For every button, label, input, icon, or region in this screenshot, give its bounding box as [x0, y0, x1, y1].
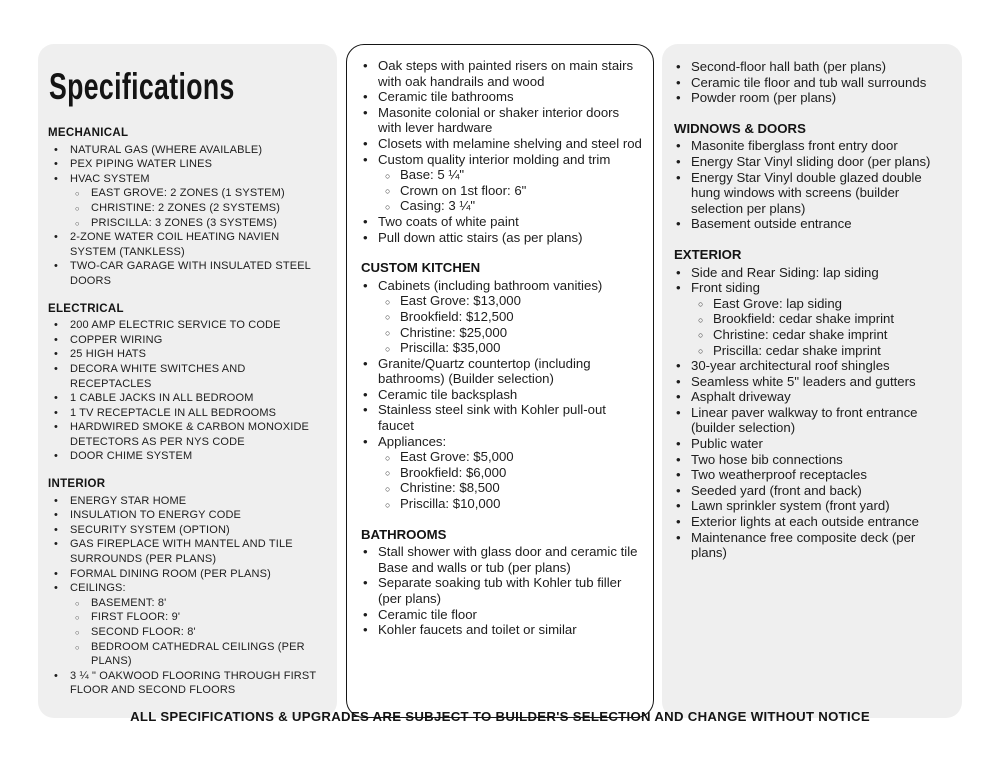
spec-section — [361, 58, 642, 245]
spec-item — [361, 230, 642, 246]
spec-subitem: ○ Priscilla: cedar shake imprint — [691, 343, 952, 359]
spec-item-text: 3 ¼ " OAKWOOD FLOORING THROUGH FIRST FLOOR AND SECOND FLOORS — [70, 669, 317, 697]
spec-item-text: Side and Rear Siding: lap siding — [691, 264, 879, 280]
spec-subitem: ○ CHRISTINE: 2 ZONES (2 SYSTEMS) — [70, 201, 325, 216]
spec-item-text: Basement outside entrance — [691, 216, 852, 232]
spec-section — [674, 247, 952, 561]
spec-item — [361, 387, 642, 403]
spec-item-text: Powder room (per plans) — [691, 90, 837, 106]
spec-subitem: ○ Brookfield: $12,500 — [378, 309, 642, 325]
spec-subitem: ○ Brookfield: $6,000 — [378, 465, 642, 481]
spec-item-text: 1 TV RECEPTACLE IN ALL BEDROOMS — [70, 406, 277, 419]
spec-item-text: Lawn sprinkler system (front yard) — [691, 498, 890, 514]
spec-item-text: Masonite colonial or shaker interior doors with lever hardware — [378, 104, 620, 136]
spec-item-text: CEILINGS: — [70, 582, 126, 595]
spec-item — [674, 405, 952, 436]
spec-item-text: Second-floor hall bath (per plans) — [691, 59, 886, 74]
spec-item — [674, 216, 952, 232]
spec-item-text: DECORA WHITE SWITCHES AND RECEPTACLES — [70, 362, 246, 390]
spec-item-text: NATURAL GAS (WHERE AVAILABLE) — [70, 143, 263, 156]
spec-subitem: ○ Brookfield: cedar shake imprint — [691, 311, 952, 327]
footer-disclaimer: ALL SPECIFICATIONS & UPGRADES ARE SUBJECT TO BUILDER'S SELECTION AND CHANGE WITHOUT NOTICE — [130, 709, 870, 724]
spec-item — [48, 523, 325, 538]
spec-subitem: ○ Casing: 3 ¼" — [378, 198, 642, 214]
spec-item-text: COPPER WIRING — [70, 333, 163, 346]
spec-item-text: GAS FIREPLACE WITH MANTEL AND TILE SURROUNDS (PER PLANS) — [70, 538, 293, 566]
spec-item — [674, 358, 952, 374]
spec-section — [361, 260, 642, 512]
spec-item-text: Separate soaking tub with Kohler tub filler (per plans) — [378, 575, 622, 606]
section-heading: BATHROOMS — [361, 526, 447, 542]
spec-item — [361, 152, 642, 214]
spec-item-text: DOOR CHIME SYSTEM — [70, 450, 193, 463]
column-middle — [361, 58, 642, 638]
spec-item — [674, 467, 952, 483]
spec-item-text: 30-year architectural roof shingles — [691, 358, 890, 374]
spec-item-text: Two weatherproof receptacles — [691, 467, 867, 483]
spec-item — [361, 214, 642, 230]
section-heading: EXTERIOR — [674, 246, 742, 262]
spec-item-text: Linear paver walkway to front entrance (builder selection) — [691, 404, 918, 436]
spec-section — [674, 121, 952, 232]
spec-item-text: Kohler faucets and toilet or similar — [378, 622, 577, 638]
section-heading: MECHANICAL — [48, 127, 129, 139]
spec-item — [674, 280, 952, 358]
spec-subitem: ○ Christine: $25,000 — [378, 325, 642, 341]
spec-item — [48, 494, 325, 509]
spec-item — [48, 362, 325, 391]
spec-section — [674, 59, 952, 106]
spec-item-text: Custom quality interior molding and trim — [378, 151, 611, 167]
spec-item — [674, 138, 952, 154]
card-left — [38, 44, 337, 718]
spec-item-text: Appliances: — [378, 433, 447, 449]
spec-item — [361, 58, 642, 89]
spec-item — [361, 622, 642, 638]
spec-subitem: ○ East Grove: $13,000 — [378, 293, 642, 309]
spec-item-text: Two hose bib connections — [691, 451, 843, 467]
spec-item-text: 1 CABLE JACKS IN ALL BEDROOM — [70, 392, 254, 405]
spec-item — [674, 154, 952, 170]
spec-item — [674, 514, 952, 530]
spec-item-text: Two coats of white paint — [378, 213, 519, 229]
spec-item — [48, 669, 325, 698]
spec-item — [674, 530, 952, 561]
spec-item-text: Ceramic tile backsplash — [378, 386, 518, 402]
spec-subitem: ○ BASEMENT: 8' — [70, 596, 325, 611]
spec-subitem: ○ SECOND FLOOR: 8' — [70, 625, 325, 640]
spec-item-text: 25 HIGH HATS — [70, 348, 147, 361]
spec-item — [361, 89, 642, 105]
spec-item — [674, 265, 952, 281]
spec-item — [674, 498, 952, 514]
spec-item-text: Front siding — [691, 280, 760, 296]
spec-section — [361, 527, 642, 638]
spec-item — [674, 75, 952, 91]
spec-item — [674, 436, 952, 452]
spec-item-text: Seamless white 5" leaders and gutters — [691, 373, 916, 389]
spec-item-text: Exterior lights at each outside entrance — [691, 514, 919, 530]
spec-item-text: Oak steps with painted risers on main stairs with oak handrails and wood — [378, 58, 634, 89]
spec-item-text: ENERGY STAR HOME — [70, 494, 187, 507]
spec-item-text: Masonite fiberglass front entry door — [691, 138, 898, 154]
spec-item-text: 2-ZONE WATER COIL HEATING NAVIEN SYSTEM (TANKLESS) — [70, 231, 280, 258]
spec-item — [674, 90, 952, 106]
spec-subitem: ○ EAST GROVE: 2 ZONES (1 SYSTEM) — [70, 186, 325, 201]
spec-subitem: ○ Christine: $8,500 — [378, 480, 642, 496]
spec-subitem: ○ Crown on 1st floor: 6" — [378, 183, 642, 199]
spec-item — [674, 389, 952, 405]
spec-item — [361, 607, 642, 623]
spec-item-text: 200 AMP ELECTRIC SERVICE TO CODE — [70, 319, 281, 332]
spec-item — [361, 105, 642, 136]
spec-subitem: ○ East Grove: lap siding — [691, 296, 952, 312]
spec-subitem: ○ Priscilla: $10,000 — [378, 496, 642, 512]
spec-item — [48, 581, 325, 669]
spec-subitem: ○ Base: 5 ¼" — [378, 167, 642, 183]
spec-item — [361, 136, 642, 152]
spec-item — [48, 333, 325, 348]
spec-item — [48, 230, 325, 259]
spec-item — [361, 402, 642, 433]
spec-item — [674, 483, 952, 499]
spec-item-text: Cabinets (including bathroom vanities) — [378, 277, 603, 293]
spec-item — [48, 391, 325, 406]
spec-item-text: Granite/Quartz countertop (including bathrooms) (Builder selection) — [378, 355, 591, 387]
section-heading: WIDNOWS & DOORS — [674, 120, 806, 136]
spec-item — [48, 449, 325, 464]
spec-item — [674, 59, 952, 75]
spec-section — [48, 302, 325, 465]
spec-item — [361, 575, 642, 606]
spec-item — [48, 347, 325, 362]
spec-item-text: HARDWIRED SMOKE & CARBON MONOXIDE DETECTORS AS PER NYS CODE — [70, 421, 310, 448]
spec-item — [48, 420, 325, 449]
section-heading: CUSTOM KITCHEN — [361, 260, 481, 276]
spec-item — [48, 537, 325, 566]
spec-item — [48, 143, 325, 158]
spec-subitem: ○ Priscilla: $35,000 — [378, 340, 642, 356]
spec-item — [48, 172, 325, 230]
spec-item-text: Energy Star Vinyl double glazed double hung windows with screens (builder selection per plans) — [691, 169, 922, 216]
spec-item-text: Maintenance free composite deck (per plans) — [691, 529, 916, 561]
spec-item — [674, 374, 952, 390]
spec-item — [361, 434, 642, 512]
spec-item — [48, 318, 325, 333]
spec-item — [674, 170, 952, 217]
spec-item-text: INSULATION TO ENERGY CODE — [70, 509, 242, 522]
spec-item — [361, 544, 642, 575]
spec-item-text: PEX PIPING WATER LINES — [70, 158, 213, 171]
spec-item-text: Ceramic tile floor and tub wall surrounds — [691, 74, 927, 90]
spec-subitem: ○ East Grove: $5,000 — [378, 449, 642, 465]
page-title: Specifications — [49, 66, 235, 107]
spec-subitem: ○ FIRST FLOOR: 9' — [70, 610, 325, 625]
column-right — [674, 59, 952, 561]
spec-item-text: Asphalt driveway — [691, 389, 791, 405]
spec-section — [48, 477, 325, 698]
section-heading: ELECTRICAL — [48, 302, 124, 315]
spec-item-text: TWO-CAR GARAGE WITH INSULATED STEEL DOORS — [70, 260, 311, 287]
spec-item — [48, 567, 325, 582]
spec-item — [674, 452, 952, 468]
card-right — [662, 44, 962, 718]
spec-item-text: Ceramic tile bathrooms — [378, 89, 514, 105]
spec-subitem: ○ PRISCILLA: 3 ZONES (3 SYSTEMS) — [70, 216, 325, 231]
spec-subitem: ○ Christine: cedar shake imprint — [691, 327, 952, 343]
column-left — [48, 126, 325, 698]
spec-item — [48, 157, 325, 172]
spec-item-text: Energy Star Vinyl sliding door (per plans) — [691, 153, 931, 169]
spec-subitem: ○ BEDROOM CATHEDRAL CEILINGS (PER PLANS) — [70, 640, 325, 669]
spec-item-text: HVAC SYSTEM — [70, 172, 150, 185]
spec-cards — [38, 44, 962, 718]
spec-item — [48, 406, 325, 421]
spec-item — [361, 356, 642, 387]
spec-section — [48, 126, 325, 289]
spec-item-text: Seeded yard (front and back) — [691, 482, 862, 498]
spec-item-text: Closets with melamine shelving and steel rod — [378, 135, 642, 151]
spec-item-text: Ceramic tile floor — [378, 606, 477, 622]
spec-item — [361, 278, 642, 356]
spec-item-text: Stainless steel sink with Kohler pull-out faucet — [378, 402, 606, 434]
spec-item-text: SECURITY SYSTEM (OPTION) — [70, 523, 230, 536]
card-middle — [346, 44, 654, 718]
spec-item-text: FORMAL DINING ROOM (PER PLANS) — [70, 567, 271, 580]
section-heading: INTERIOR — [48, 478, 106, 491]
spec-item-text: Pull down attic stairs (as per plans) — [378, 229, 583, 245]
spec-item-text: Public water — [691, 436, 763, 452]
spec-item — [48, 508, 325, 523]
spec-item — [48, 259, 325, 288]
spec-item-text: Stall shower with glass door and ceramic tile Base and walls or tub (per plans) — [378, 544, 638, 575]
